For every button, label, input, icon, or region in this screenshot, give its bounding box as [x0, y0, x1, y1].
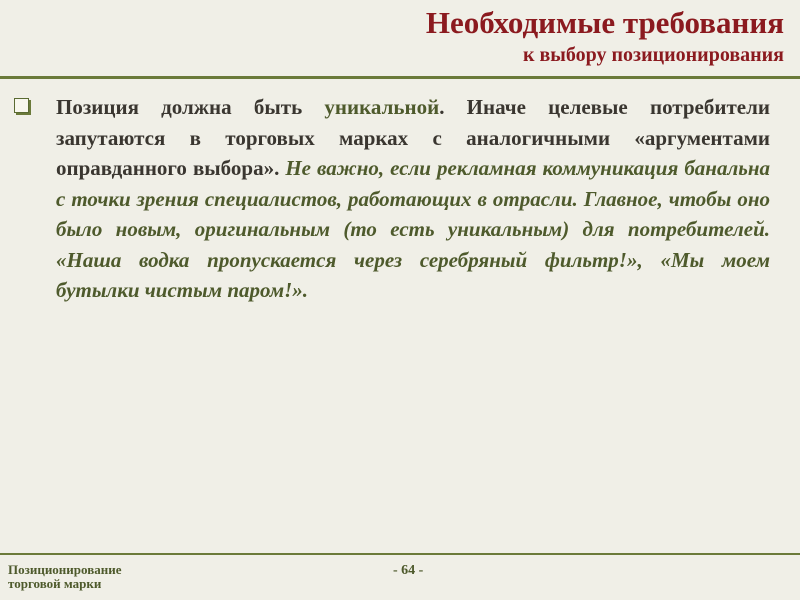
- page-number: - 64 -: [393, 563, 424, 578]
- header-divider: [0, 76, 800, 79]
- checkbox-bullet-icon: [14, 98, 29, 113]
- slide-subtitle: к выбору позиционирования: [522, 44, 784, 66]
- text-segment-1: Позиция должна быть: [56, 95, 325, 119]
- text-segment-highlight: уникальной: [324, 95, 440, 119]
- bullet-paragraph: [56, 92, 770, 306]
- slide-content: [14, 92, 770, 327]
- slide-title: Необходимые требования: [425, 5, 784, 40]
- slide-header: [426, 4, 784, 68]
- text-segment-2: . Иначе целевые потребители запутаются в торговых марках с аналогичными «аргументами оправданного выбора».: [56, 95, 770, 180]
- footer-divider: [0, 553, 800, 555]
- footer-course-title: [8, 563, 121, 591]
- text-segment-italic: Не важно, если рекламная коммуникация банальна с точки зрения специалистов, работающих в отрасли. Главное, чтобы оно было новым, оригинальным (то есть уникальным) для потребителей. «Наша водка пропускается через серебряный фильтр!», «Мы моем бутылки чистым паром!».: [56, 156, 770, 302]
- footer-line-2: торговой марки: [8, 576, 102, 591]
- footer-line-1: Позиционирование: [8, 562, 122, 577]
